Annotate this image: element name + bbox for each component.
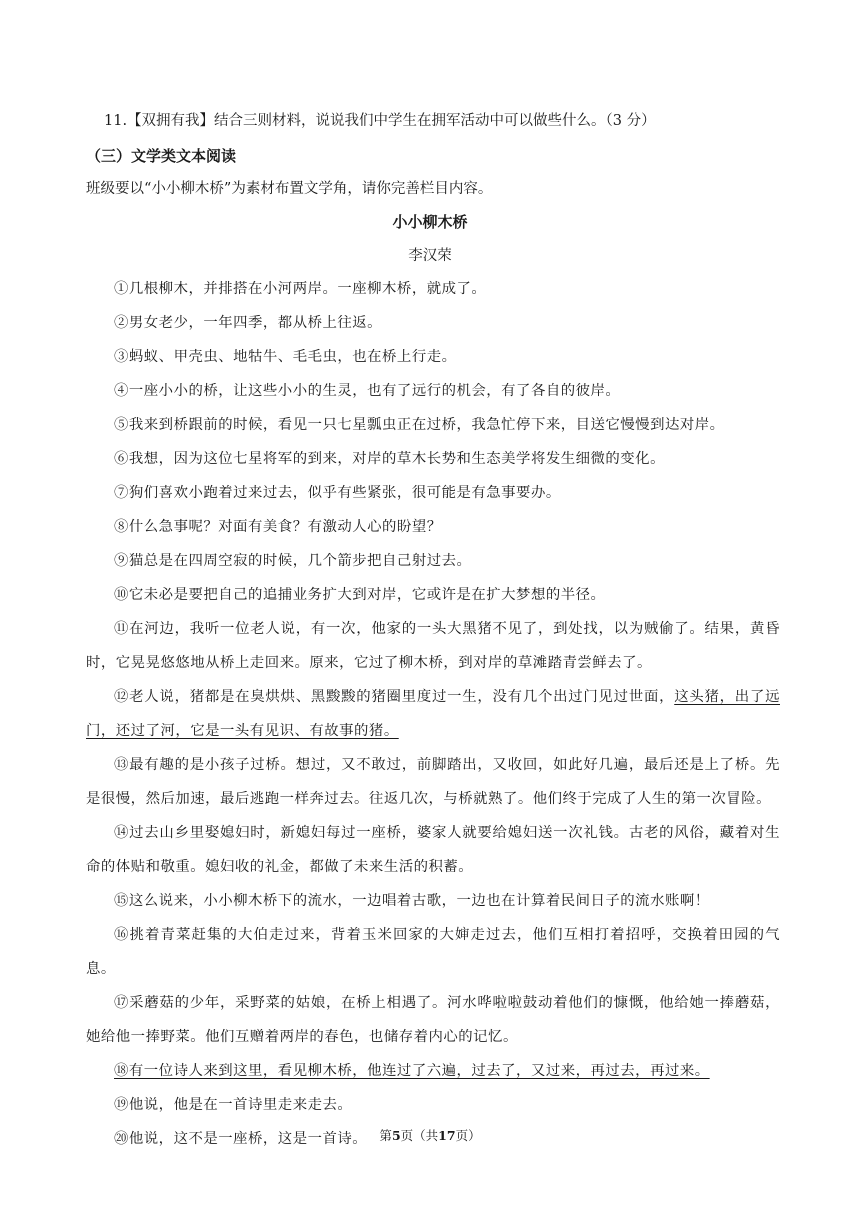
footer-prefix: 第 [379,1128,392,1143]
paragraph: ④一座小小的桥，让这些小小的生灵，也有了远行的机会，有了各自的彼岸。 [114,383,621,399]
paragraph: ⑥我想，因为这位七星将军的到来，对岸的草木长势和生态美学将发生细微的变化。 [114,451,665,467]
article-author: 李汉荣 [408,248,452,264]
section-title: （三）文学类文本阅读 [86,147,237,165]
paragraph: ⑭过去山乡里娶媳妇时，新媳妇每过一座桥，婆家人就要给媳妇送一次礼钱。古老的风俗，藏着对生命的体贴和敬重。媳妇收的礼金，都做了未来生活的积蓄。 [86,825,780,875]
intro-text: 班级要以“小小柳木桥”为素材布置文学角，请你完善栏目内容。 [86,181,493,197]
paragraph: ⑯挑着青菜赶集的大伯走过来，背着玉米回家的大婶走过去，他们互相打着招呼，交换着田园的气息。 [86,927,780,977]
paragraph: ⑦狗们喜欢小跑着过来过去，似乎有些紧张，很可能是有急事要办。 [114,485,561,501]
article-body [86,272,780,1156]
footer-middle: 页（共 [400,1128,439,1143]
paragraph: ⑳他说，这不是一座桥，这是一首诗。 [114,1131,368,1147]
paragraph-12 [86,680,780,748]
paragraph-18 [86,1054,780,1088]
paragraph: ⑪在河边，我听一位老人说，有一次，他家的一头大黑猪不见了，到处找，以为贼偷了。结果，黄昏时，它晃晃悠悠地从桥上走回来。原来，它过了柳木桥，到对岸的草滩踏青尝鲜去了。 [86,621,780,671]
paragraph: ③蚂蚁、甲壳虫、地牯牛、毛毛虫，也在桥上行走。 [114,349,457,365]
article-title: 小小柳木桥 [392,213,468,231]
paragraph: ⑤我来到桥跟前的时候，看见一只七星瓢虫正在过桥，我急忙停下来，目送它慢慢到达对岸。 [114,417,725,433]
paragraph: ⑰采蘑菇的少年，采野菜的姑娘，在桥上相遇了。河水哗啦啦鼓动着他们的慷慨，他给她一捧蘑菇，她给他一捧野菜。他们互赠着两岸的春色，也储存着内心的记忆。 [86,995,780,1045]
paragraph: ⑲他说，他是在一首诗里走来走去。 [114,1097,353,1113]
underlined-sentence: 这头猪，出了远门，还过了河，它是一头有见识、有故事的猪。 [86,689,780,739]
paragraph: ⑬最有趣的是小孩子过桥。想过，又不敢过，前脚踏出，又收回，如此好几遍，最后还是上了桥。先是很慢，然后加速，最后逃跑一样奔过去。往返几次，与桥就熟了。他们终于完成了人生的第一次冒险。 [86,757,780,807]
paragraph: ⑨猫总是在四周空寂的时候，几个箭步把自己射过去。 [114,553,472,569]
page-number: 5 [391,1128,401,1143]
page-footer [0,1127,860,1145]
paragraph: ⑩它未必是要把自己的追捕业务扩大到对岸，它或许是在扩大梦想的半径。 [114,587,606,603]
underlined-sentence: ⑱有一位诗人来到这里，看见柳木桥，他连过了六遍，过去了，又过来，再过去，再过来。 [114,1063,710,1079]
question-11: 11.【双拥有我】结合三则材料，说说我们中学生在拥军活动中可以做些什么。（3 分） [104,113,656,129]
paragraph: ⑧什么急事呢？对面有美食？有激动人心的盼望？ [114,519,442,535]
paragraph: ②男女老少，一年四季，都从桥上往返。 [114,315,383,331]
footer-suffix: 页） [455,1128,481,1143]
total-pages: 17 [438,1128,456,1143]
paragraph: ⑮这么说来，小小柳木桥下的流水，一边唱着古歌，一边也在计算着民间日子的流水账啊！ [114,893,710,909]
paragraph-12-text: ⑫老人说，猪都是在臭烘烘、黑黢黢的猪圈里度过一生，没有几个出过门见过世面， [114,689,675,705]
paragraph: ①几根柳木，并排搭在小河两岸。一座柳木桥，就成了。 [114,281,487,297]
